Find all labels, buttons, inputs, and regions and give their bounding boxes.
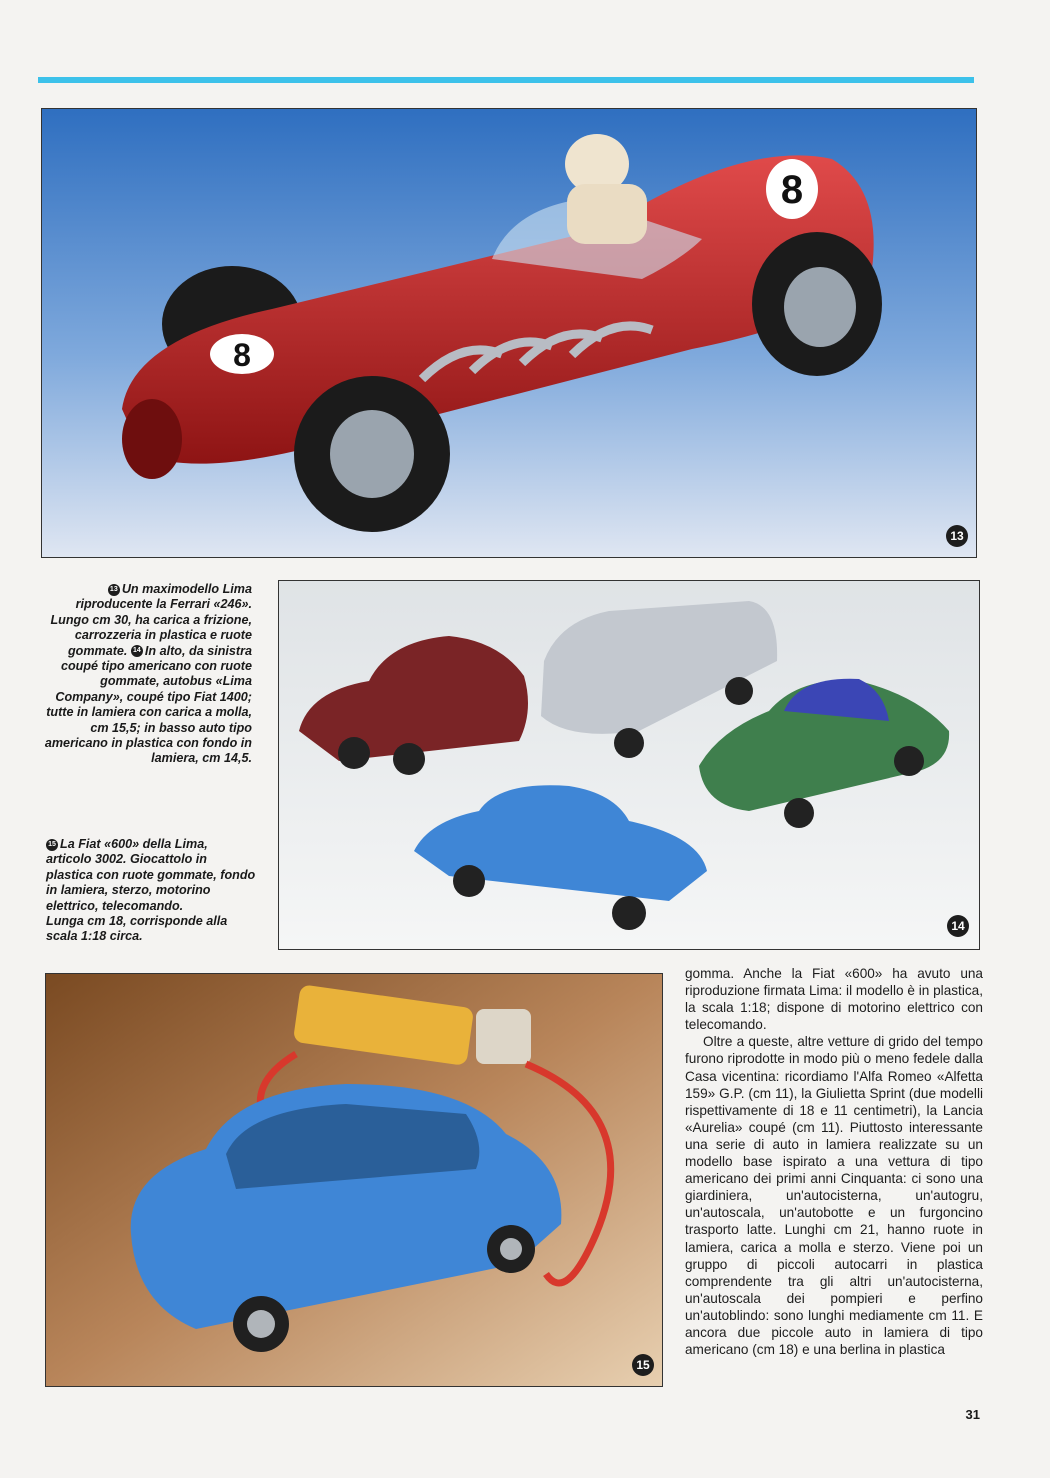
photo-badge-13: 13 <box>946 525 968 547</box>
caption-15-text: La Fiat «600» della Lima, articolo 3002. Giocattolo in plastica con ruote gommate, fondo in lamiera, sterzo, motorino elettrico, telecomando. <box>46 837 256 913</box>
photo-blue-fiat-600 <box>45 973 663 1387</box>
caption-badge-15: 15 <box>46 839 58 851</box>
body-paragraph-1: gomma. Anche la Fiat «600» ha avuto una riproduzione firmata Lima: il modello è in plastica, la scala 1:18; dispone di motorino elettrico con telecomando. <box>685 966 983 1033</box>
caption-badge-13: 13 <box>108 584 120 596</box>
page-number: 31 <box>965 1407 980 1422</box>
race-number-nose: 8 <box>233 337 251 373</box>
caption-badge-14: 14 <box>131 645 143 657</box>
caption-15-text-b: Lunga cm 18, corrisponde alla scala 1:18 circa. <box>46 914 228 944</box>
body-paragraph-2: Oltre a queste, altre vetture di grido del tempo furono riprodotte in modo più o meno fedele dalla Casa vicentina: ricordiamo l'Alfa Romeo «Alfetta 159» G.P. (cm 11), la Giulietta Sprint (due modelli rispettivamente di 18 e 11 centimetri), la Lancia «Aurelia» coupé (cm 11). Piuttosto interessante una serie di auto in lamiera realizzate su un modello base ispirato a una vettura di tipo americano dei primi anni Cinquanta: ci sono una giardiniera, un'autocisterna, un'autogru, un'autoscala, un'autobotte e un furgoncino trasporto latte. Lunghi cm 21, hanno ruote in lamiera, carica a molla e sterzo. Viene poi un gruppo di piccoli autocarri in plastica comprendente tra gli altri un'autocisterna, un'autoscala dei pompieri e perfino un'autoblindo: sono lunghi mediamente cm 11. E ancora due piccole auto in lamiera di tipo americano (cm 18) e una berlina in plastica <box>685 1034 983 1358</box>
race-number-side: 8 <box>780 168 804 212</box>
accent-rule <box>38 77 974 83</box>
photo-badge-14: 14 <box>947 915 969 937</box>
caption-14-text: In alto, da sinistra coupé tipo americano con ruote gommate, autobus «Lima Company», coupé tipo Fiat 1400; tutte in lamiera con carica a molla, cm 15,5; in basso auto tipo americano in plastica con fondo in lamiera, cm 14,5. <box>44 643 252 766</box>
photo-badge-15: 15 <box>632 1354 654 1376</box>
photo-toy-cars-group <box>278 580 980 950</box>
caption-15 <box>46 837 256 945</box>
photo-red-race-car <box>41 108 977 558</box>
caption-13-text: Un maximodello Lima riproducente la Ferrari «246». Lungo cm 30, ha carica a frizione, carrozzeria in plastica e ruote gommate. <box>50 582 252 658</box>
caption-13-14 <box>40 582 252 767</box>
article-body <box>685 965 983 1358</box>
